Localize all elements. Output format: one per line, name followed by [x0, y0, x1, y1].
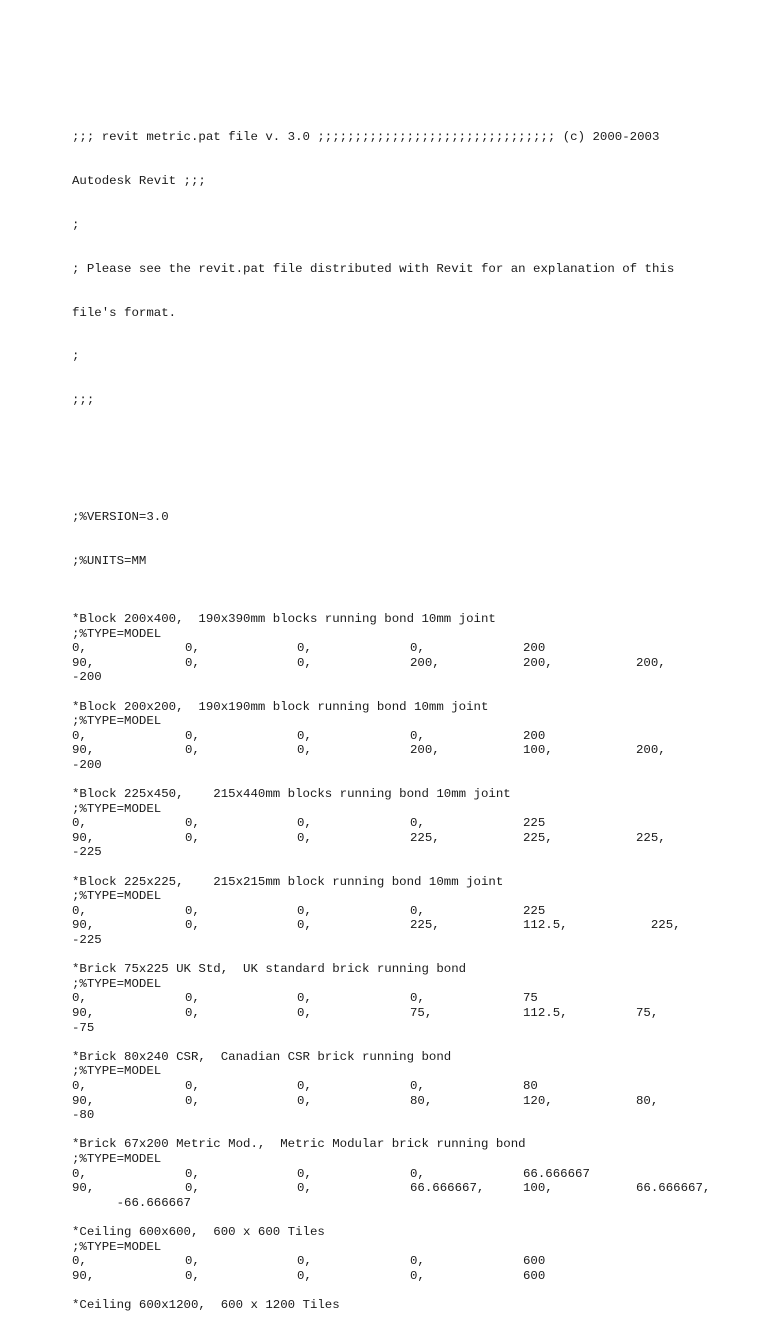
pattern-line-row1	[72, 1254, 692, 1269]
pattern-value: 225,	[636, 918, 681, 933]
pattern-block	[72, 773, 692, 861]
pattern-value: 0,	[185, 1268, 200, 1283]
pattern-block	[72, 1123, 711, 1211]
pattern-name: *Brick 67x200 Metric Mod., Metric Modular brick running bond	[72, 1137, 526, 1152]
pattern-block	[72, 685, 692, 773]
pattern-value: 100,	[523, 1181, 553, 1196]
blank-line	[72, 1123, 692, 1138]
pattern-value: 0,	[185, 991, 200, 1006]
pattern-value: 0,	[297, 1078, 312, 1093]
pattern-value: 0,	[410, 728, 425, 743]
blank-line	[72, 1210, 692, 1225]
pattern-line-row2	[72, 831, 692, 846]
pattern-value: 200,	[636, 655, 666, 670]
pattern-value: 0,	[410, 816, 425, 831]
pattern-value: 0,	[185, 728, 200, 743]
pattern-value: 0,	[185, 743, 200, 758]
pattern-value: 120,	[523, 1093, 553, 1108]
pattern-value: 225,	[410, 918, 440, 933]
pattern-value: 90,	[72, 918, 95, 933]
header-line: file's format.	[72, 305, 177, 320]
pattern-name: *Block 225x225, 215x215mm block running bond 10mm joint	[72, 874, 504, 889]
pattern-type: ;%TYPE=MODEL	[72, 889, 162, 904]
pattern-value: 0,	[185, 918, 200, 933]
header-line: ;;; revit metric.pat file v. 3.0 ;;;;;;;;;;;;;;;;;;;;;;;;;;;;;;;; (c) 2000-2003	[72, 130, 660, 145]
pattern-continuation: -225	[72, 933, 102, 948]
pattern-value: 0,	[410, 1268, 425, 1283]
pattern-value: 90,	[72, 655, 95, 670]
pattern-value: 200,	[523, 655, 553, 670]
pattern-value: 90,	[72, 743, 95, 758]
pattern-value: 200	[523, 728, 546, 743]
pattern-value: 0,	[297, 918, 312, 933]
pattern-value: 0,	[410, 1166, 425, 1181]
header-line: ; Please see the revit.pat file distributed with Revit for an explanation of this	[72, 261, 675, 276]
pattern-type: ;%TYPE=MODEL	[72, 714, 162, 729]
pattern-value: 0,	[185, 830, 200, 845]
pattern-continuation: -200	[72, 757, 102, 772]
pattern-block	[72, 860, 692, 948]
pattern-value: 225	[523, 903, 546, 918]
pattern-value: 90,	[72, 1006, 95, 1020]
pattern-block	[72, 1035, 692, 1123]
pattern-value: 0,	[72, 991, 87, 1006]
pattern-name: *Block 200x400, 190x390mm blocks running bond 10mm joint	[72, 611, 496, 626]
pattern-value: 0,	[297, 1254, 312, 1269]
pattern-type: ;%TYPE=MODEL	[72, 1239, 162, 1254]
pattern-line-row2	[72, 1094, 692, 1109]
pattern-value: 225,	[410, 830, 440, 845]
pattern-value: 225,	[523, 830, 553, 845]
pattern-value: 0,	[297, 1268, 312, 1283]
pattern-continuation: -75	[72, 1020, 95, 1035]
pattern-value: 0,	[410, 1078, 425, 1093]
pattern-value: 100,	[523, 743, 553, 758]
pattern-value: 225,	[636, 830, 666, 845]
pattern-value: 0,	[297, 1006, 312, 1020]
pattern-value: 600	[523, 1254, 546, 1269]
pattern-name: *Block 225x450, 215x440mm blocks running bond 10mm joint	[72, 787, 511, 802]
blank-line	[72, 1283, 692, 1298]
pattern-line-row1	[72, 904, 692, 919]
pattern-value: 0,	[297, 655, 312, 670]
pattern-value: 0,	[185, 1181, 200, 1196]
pattern-line-row2	[72, 743, 692, 758]
pattern-value: 80,	[410, 1093, 433, 1108]
pattern-value: 112.5,	[523, 1006, 568, 1020]
pattern-continuation: -200	[72, 670, 102, 685]
pattern-line-row2	[72, 1181, 711, 1196]
pattern-value: 0,	[297, 743, 312, 758]
pat-file-text	[72, 72, 711, 1342]
pattern-value: 0,	[297, 1093, 312, 1108]
pattern-value: 0,	[297, 1166, 312, 1181]
pattern-value: 0,	[72, 641, 87, 656]
pattern-value: 0,	[297, 903, 312, 918]
blank-line	[72, 948, 692, 963]
pattern-value: 66.666667,	[636, 1181, 711, 1196]
pattern-value: 90,	[72, 1093, 95, 1108]
pattern-value: 66.666667,	[410, 1181, 485, 1196]
pattern-value: 200,	[410, 743, 440, 758]
pattern-value: 75,	[410, 1006, 433, 1020]
pattern-value: 75,	[636, 1006, 659, 1020]
pattern-line-row2	[72, 918, 692, 933]
pattern-value: 0,	[185, 1093, 200, 1108]
pattern-type: ;%TYPE=MODEL	[72, 626, 162, 641]
pattern-value: 66.666667	[523, 1166, 590, 1181]
pattern-value: 112.5,	[523, 918, 568, 933]
units-line: ;%UNITS=MM	[72, 553, 147, 568]
pattern-value: 200,	[636, 743, 666, 758]
pattern-block	[72, 1283, 692, 1312]
pattern-line-row2	[72, 1006, 692, 1021]
pattern-name: *Brick 75x225 UK Std, UK standard brick running bond	[72, 962, 467, 977]
pattern-value: 0,	[410, 903, 425, 918]
blank-line	[72, 860, 692, 875]
pattern-type: ;%TYPE=MODEL	[72, 1151, 162, 1166]
pattern-name: *Ceiling 600x600, 600 x 600 Tiles	[72, 1224, 325, 1239]
pattern-type: ;%TYPE=MODEL	[72, 976, 162, 991]
pattern-value: 90,	[72, 1268, 95, 1283]
pattern-value: 0,	[72, 1166, 87, 1181]
pattern-line-row1	[72, 1167, 692, 1182]
pattern-continuation: -80	[72, 1108, 95, 1123]
version-line: ;%VERSION=3.0	[72, 509, 169, 524]
file-header	[72, 101, 692, 437]
pattern-line-row1	[72, 991, 692, 1006]
blank-line	[72, 773, 692, 788]
pattern-value: 80	[523, 1078, 538, 1093]
header-line: ;	[72, 349, 80, 364]
pattern-value: 0,	[185, 816, 200, 831]
pattern-list	[72, 597, 711, 1312]
pattern-value: 600	[523, 1268, 546, 1283]
pattern-name: *Block 200x200, 190x190mm block running bond 10mm joint	[72, 699, 489, 714]
pattern-line-row2	[72, 1269, 692, 1284]
pattern-line-row2	[72, 656, 692, 671]
pattern-value: 0,	[185, 1078, 200, 1093]
pattern-value: 0,	[185, 655, 200, 670]
pattern-value: 90,	[72, 830, 95, 845]
pattern-line-row1	[72, 1079, 692, 1094]
pattern-value: 0,	[72, 903, 87, 918]
pattern-value: 0,	[72, 816, 87, 831]
pattern-value: 0,	[297, 641, 312, 656]
pattern-value: 80,	[636, 1093, 659, 1108]
pattern-value: 200,	[410, 655, 440, 670]
pattern-type: ;%TYPE=MODEL	[72, 801, 162, 816]
header-line: Autodesk Revit ;;;	[72, 174, 206, 189]
pattern-type: ;%TYPE=MODEL	[72, 1064, 162, 1079]
pattern-value: 0,	[410, 991, 425, 1006]
pattern-value: 0,	[297, 830, 312, 845]
pattern-value: 0,	[297, 1181, 312, 1196]
pattern-value: 0,	[410, 1254, 425, 1269]
blank-line	[72, 685, 692, 700]
pattern-block	[72, 597, 692, 685]
pattern-value: 90,	[72, 1181, 95, 1196]
blank-line	[72, 1035, 692, 1050]
pattern-value: 0,	[185, 1006, 200, 1020]
pattern-line-row1	[72, 816, 692, 831]
pattern-line-row1	[72, 641, 692, 656]
pattern-value: 0,	[297, 728, 312, 743]
pattern-value: 0,	[297, 991, 312, 1006]
pattern-value: 0,	[72, 1078, 87, 1093]
pattern-line-row1	[72, 729, 692, 744]
pattern-value: 200	[523, 641, 546, 656]
pattern-continuation: -225	[72, 845, 102, 860]
pattern-value: 0,	[185, 1166, 200, 1181]
pattern-block	[72, 948, 692, 1036]
pattern-continuation: -66.666667	[72, 1195, 191, 1210]
pattern-block	[72, 1210, 692, 1283]
header-line: ;;;	[72, 393, 95, 408]
pattern-value: 0,	[185, 641, 200, 656]
header-line: ;	[72, 217, 80, 232]
pattern-value: 0,	[185, 1254, 200, 1269]
pattern-value: 0,	[72, 1254, 87, 1269]
pattern-value: 225	[523, 816, 546, 831]
blank-line	[72, 597, 692, 612]
pattern-value: 0,	[72, 728, 87, 743]
pattern-value: 0,	[410, 641, 425, 656]
pattern-name: *Ceiling 600x1200, 600 x 1200 Tiles	[72, 1297, 340, 1312]
pattern-value: 0,	[185, 903, 200, 918]
pattern-value: 0,	[297, 816, 312, 831]
blank-line	[72, 466, 692, 481]
pattern-value: 75	[523, 991, 538, 1006]
pattern-name: *Brick 80x240 CSR, Canadian CSR brick running bond	[72, 1049, 452, 1064]
